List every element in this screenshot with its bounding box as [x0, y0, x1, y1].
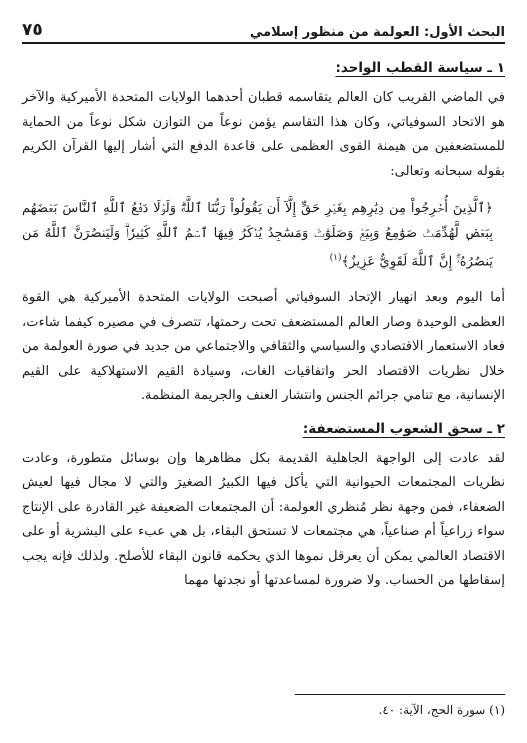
page-number: ٧٥	[22, 20, 43, 40]
intro-paragraph: في الماضي القريب كان العالم يتقاسمه قطبان أحدهما الولايات المتحدة الأميركية والآخر هو الاتحاد السوفياتي، وكان هذا التقاسم يؤمن نوعاً من التوازن شكل نوعاً من الحماية للمستضعفين من هيمنة القوى العظمى على قاعدة الدفع التي أشار إليها القرآن الكريم بقوله سبحانه وتعالى:	[22, 90, 505, 179]
section-heading-oppressed-peoples: ٢ ـ سحق الشعوب المستضعفة:	[302, 420, 505, 437]
footnote-marker: (١)	[329, 253, 342, 263]
section-heading-single-pole: ١ ـ سياسة القطب الواحد:	[335, 60, 505, 76]
page-header	[22, 16, 505, 44]
footnote: (١) سورة الحج، الآية: ٤٠.	[378, 703, 505, 717]
quran-text: ﴿ٱلَّذِينَ أُخۡرِجُواْ مِن دِيَٰرِهِم بِغَيۡرِ حَقٍّ إِلَّآ أَن يَقُولُواْ رَبُّنَا ٱللَّهُۗ وَلَوۡلَا دَفۡعُ ٱللَّهِ ٱلنَّاسَ بَعۡضَهُم بِبَعۡضٖ لَّهُدِّمَتۡ صَوَٰمِعُ وَبِيَعٞ وَصَلَوَٰتٞ وَمَسَٰجِدُ يُذۡكَرُ فِيهَا ٱسۡمُ ٱللَّهِ كَثِيرٗاۗ وَلَيَنصُرَنَّ ٱللَّهُ مَن يَنصُرُهُۥٓۚ إِنَّ ٱللَّهَ لَقَوِيٌّ عَزِيزٌ﴾	[22, 201, 493, 270]
page-content	[22, 60, 505, 594]
running-title: البحث الأول: العولمة من منظور إسلامي	[249, 25, 505, 40]
body-paragraph-1: أما اليوم وبعد انهيار الإتحاد السوفياتي أصبحت الولايات المتحدة الأميركية هي القوة العظمى الوحيدة وصار العالم المستضعف تحت رحمتها، تتصرف في مصيره كيفما شاءت، فعاد الاستعمار الاقتصادي والسياسي والثقافي والاجتماعي من جديد في صورة العولمة من خلال نظريات الاقتصاد الحر واتفاقيات الغات، وسيادة القيم الاستهلاكية على القيم الإنسانية، مع تنامي جرائم الجنس وانتشار العنف والجريمة المنظمة.	[22, 290, 505, 404]
footnote-divider	[295, 694, 505, 695]
quran-verse	[22, 196, 505, 274]
body-paragraph-2: لقد عادت إلى الواجهة الجاهلية القديمة بكل مظاهرها وإن بوسائل متطورة، وعادت نظريات المجتمعات الحيوانية التي يأكل فيها الكبيرُ الصغيرَ والتي لا مجال فيها لعيش الضعفاء، فمن وجهة نظر مُنظري العولمة: أن المجتمعات الضعيفة غير القادرة على الإنتاج سواء زراعياً أم صناعياً، هي مجتمعات لا تستحق البقاء، بل هي عبء على البشرية أو على الاقتصاد العالمي يمكن أن يعرقل نموها الذي يحكمه قانون البقاء للأصلح. ولذلك فإنه يجب إسقاطها من الحساب. ولا ضرورة لمساعدتها أو نجدتها مهما	[22, 450, 505, 589]
